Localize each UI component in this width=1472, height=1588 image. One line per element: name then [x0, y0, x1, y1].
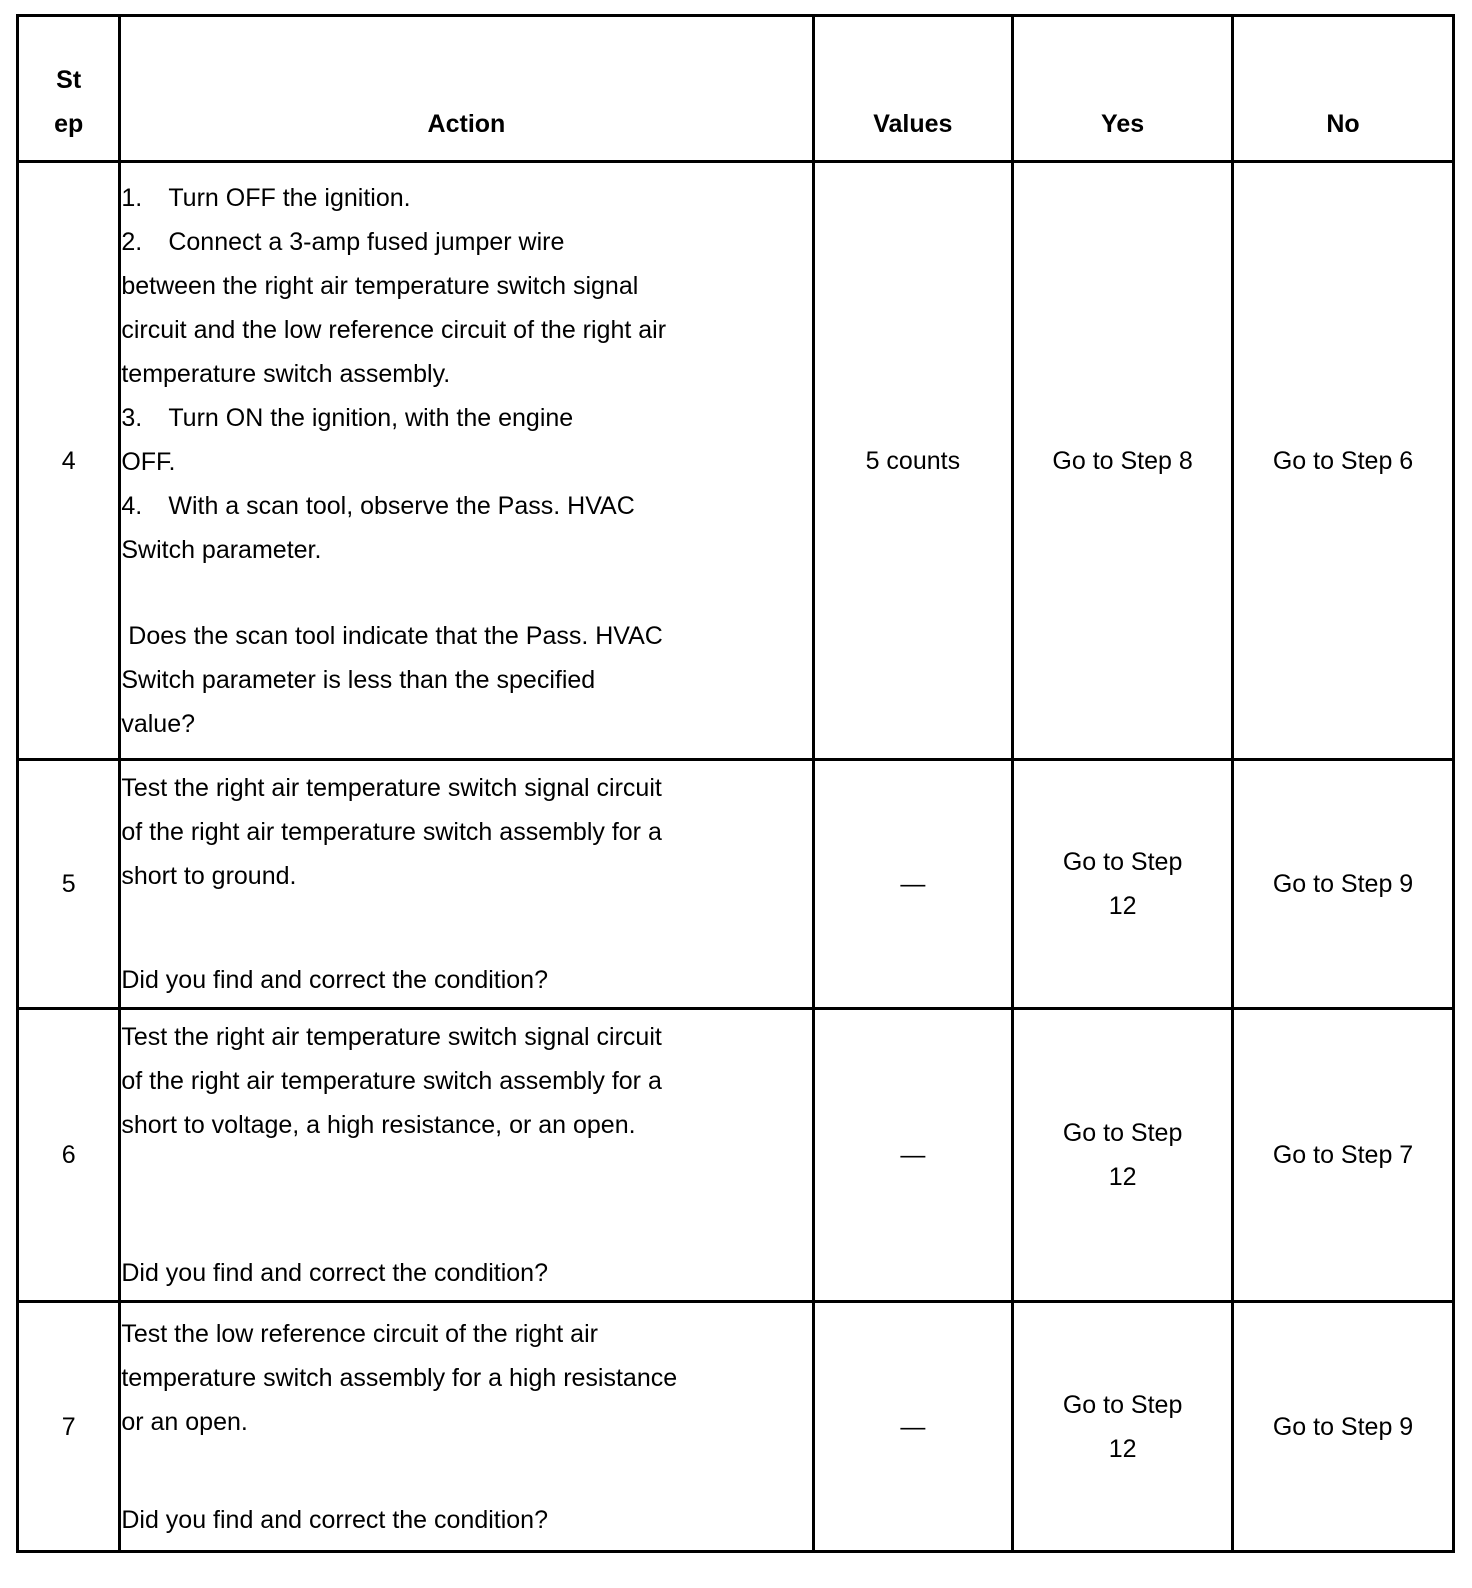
action-continuation: between the right air temperature switch signal [121, 271, 639, 300]
action-item: 1. Turn OFF the ignition. [121, 183, 411, 212]
header-yes: Yes [1013, 16, 1233, 162]
header-row [18, 16, 1454, 162]
step-number: 5 [18, 760, 120, 1009]
no-cell: Go to Step 9 [1233, 1302, 1454, 1552]
table-row [18, 1009, 1454, 1302]
action-line: of the right air temperature switch assembly for a [121, 1067, 662, 1095]
header-no: No [1233, 16, 1454, 162]
table-row [18, 162, 1454, 760]
action-continuation: Switch parameter. [121, 535, 322, 564]
yes-line: Go to Step [1062, 1119, 1183, 1147]
action-continuation: circuit and the low reference circuit of the right air [121, 315, 667, 344]
header-values: Values [813, 16, 1013, 162]
action-continuation: OFF. [121, 447, 176, 476]
action-cell [120, 1009, 813, 1302]
yes-cell [1013, 1302, 1233, 1552]
yes-line: 12 [1108, 1163, 1137, 1191]
action-line: short to ground. [121, 862, 297, 890]
yes-line: Go to Step [1062, 1390, 1183, 1419]
table-row [18, 1302, 1454, 1552]
values-cell: — [813, 1302, 1013, 1552]
table-row [18, 760, 1454, 1009]
action-line: Test the right air temperature switch signal circuit [121, 1023, 662, 1051]
action-line: temperature switch assembly for a high resistance [121, 1363, 678, 1392]
step-number: 6 [18, 1009, 120, 1302]
action-line: Test the right air temperature switch signal circuit [121, 774, 662, 802]
diagnostic-table [16, 14, 1455, 1553]
header-action: Action [120, 16, 813, 162]
action-question: value? [121, 709, 196, 738]
action-question: Did you find and correct the condition? [121, 1259, 548, 1287]
no-cell: Go to Step 9 [1233, 760, 1454, 1009]
action-question: Did you find and correct the condition? [121, 1505, 548, 1534]
yes-line: Go to Step [1062, 848, 1183, 876]
action-cell [120, 1302, 813, 1552]
yes-cell [1013, 760, 1233, 1009]
yes-cell: Go to Step 8 [1013, 162, 1233, 760]
action-continuation: temperature switch assembly. [121, 359, 451, 388]
values-cell: 5 counts [813, 162, 1013, 760]
action-item: 3. Turn ON the ignition, with the engine [121, 403, 574, 432]
no-cell: Go to Step 6 [1233, 162, 1454, 760]
header-step [18, 16, 120, 162]
yes-line: 12 [1108, 892, 1137, 920]
yes-line: 12 [1108, 1434, 1137, 1463]
action-cell [120, 162, 813, 760]
no-cell: Go to Step 7 [1233, 1009, 1454, 1302]
action-line: of the right air temperature switch assembly for a [121, 818, 662, 846]
header-step-line1: St [56, 66, 82, 94]
header-step-line2: ep [54, 110, 84, 138]
yes-cell [1013, 1009, 1233, 1302]
action-item: 4. With a scan tool, observe the Pass. HVAC [121, 491, 635, 520]
action-question: Did you find and correct the condition? [121, 966, 548, 994]
step-number: 4 [18, 162, 120, 760]
action-line: or an open. [121, 1407, 248, 1436]
values-cell: — [813, 760, 1013, 1009]
action-line: short to voltage, a high resistance, or an open. [121, 1111, 636, 1139]
action-question: Does the scan tool indicate that the Pass. HVAC [121, 621, 663, 650]
action-question: Switch parameter is less than the specified [121, 665, 596, 694]
values-cell: — [813, 1009, 1013, 1302]
action-line: Test the low reference circuit of the right air [121, 1319, 598, 1348]
step-number: 7 [18, 1302, 120, 1552]
action-cell [120, 760, 813, 1009]
action-item: 2. Connect a 3-amp fused jumper wire [121, 227, 565, 256]
